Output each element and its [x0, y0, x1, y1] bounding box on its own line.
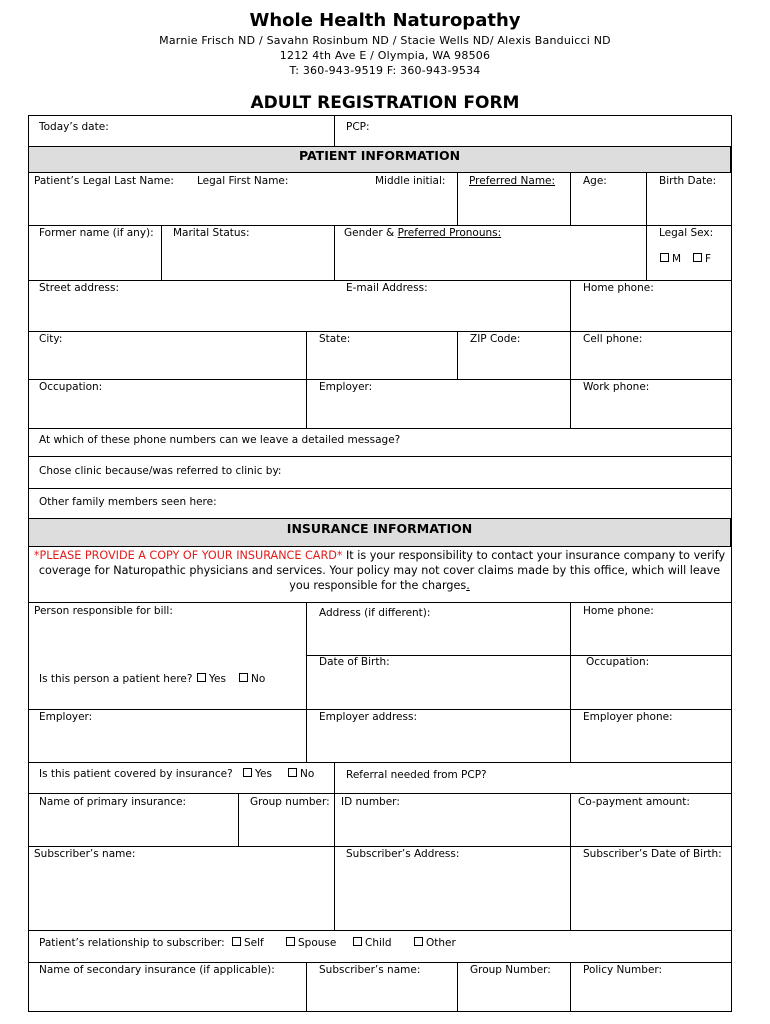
sex-f-checkbox[interactable]: F — [693, 253, 711, 265]
todays-date-label: Today’s date: — [39, 121, 109, 133]
covered-yes-checkbox[interactable]: Yes — [243, 768, 272, 780]
state-label: State: — [319, 333, 351, 345]
age-label: Age: — [583, 175, 607, 187]
last-name-label: Patient’s Legal Last Name: — [34, 175, 174, 187]
bill-employer-label: Employer: — [39, 711, 93, 723]
first-name-label: Legal First Name: — [197, 175, 289, 187]
border-bottom — [28, 1011, 732, 1012]
is-patient-no-checkbox[interactable]: No — [239, 673, 265, 685]
employer-label: Employer: — [319, 381, 373, 393]
referral-needed-label: Referral needed from PCP? — [346, 769, 487, 781]
subscriber-dob-label: Subscriber’s Date of Birth: — [583, 848, 722, 860]
covered-no-checkbox[interactable]: No — [288, 768, 314, 780]
middle-initial-label: Middle initial: — [375, 175, 446, 187]
border-top — [28, 115, 732, 116]
doctors-line: Marnie Frisch ND / Savahn Rosinbum ND / Stacie Wells ND/ Alexis Banduicci ND — [159, 34, 611, 47]
referral-label: Chose clinic because/was referred to clinic by: — [39, 465, 282, 477]
cell-phone-label: Cell phone: — [583, 333, 643, 345]
email-label: E-mail Address: — [346, 282, 428, 294]
pcp-label: PCP: — [346, 121, 370, 133]
form-title: ADULT REGISTRATION FORM — [250, 93, 520, 113]
city-label: City: — [39, 333, 63, 345]
group-number-label: Group number: — [250, 796, 330, 808]
insurance-notice: *PLEASE PROVIDE A COPY OF YOUR INSURANCE CARD* It is your responsibility to contact your insurance company to verify coverage for Naturopathic physicians and services. Your policy may not cover claims made by this office, which will leave you responsible for the charges. — [33, 549, 726, 592]
home-phone-label: Home phone: — [583, 282, 654, 294]
rel-spouse-checkbox[interactable]: Spouse — [286, 937, 336, 949]
covered-question: Is this patient covered by insurance? — [39, 768, 233, 780]
primary-insurance-label: Name of primary insurance: — [39, 796, 187, 808]
street-address-label: Street address: — [39, 282, 120, 294]
subscriber-name-label: Subscriber’s name: — [34, 848, 136, 860]
responsible-label: Person responsible for bill: — [34, 605, 173, 617]
rel-other-checkbox[interactable]: Other — [414, 937, 456, 949]
sec-group-label: Group Number: — [470, 964, 551, 976]
marital-status-label: Marital Status: — [173, 227, 250, 239]
copay-label: Co-payment amount: — [578, 796, 690, 808]
message-phone-question: At which of these phone numbers can we leave a detailed message? — [39, 434, 401, 446]
clinic-name: Whole Health Naturopathy — [249, 10, 521, 31]
insurance-info-header: INSURANCE INFORMATION — [28, 518, 731, 547]
former-name-label: Former name (if any): — [39, 227, 154, 239]
bill-occupation-label: Occupation: — [586, 656, 650, 668]
sex-m-checkbox[interactable]: M — [660, 253, 681, 265]
dob-label: Date of Birth: — [319, 656, 390, 668]
subscriber-address-label: Subscriber’s Address: — [346, 848, 460, 860]
employer-phone-label: Employer phone: — [583, 711, 673, 723]
relationship-label: Patient’s relationship to subscriber: — [39, 937, 225, 949]
work-phone-label: Work phone: — [583, 381, 650, 393]
sec-policy-label: Policy Number: — [583, 964, 663, 976]
rel-self-checkbox[interactable]: Self — [232, 937, 264, 949]
employer-address-label: Employer address: — [319, 711, 417, 723]
zip-label: ZIP Code: — [470, 333, 521, 345]
sec-subscriber-label: Subscriber’s name: — [319, 964, 421, 976]
is-patient-question: Is this person a patient here? — [39, 673, 193, 685]
legal-sex-label: Legal Sex: — [659, 227, 714, 239]
clinic-phones: T: 360-943-9519 F: 360-943-9534 — [289, 64, 481, 77]
secondary-insurance-label: Name of secondary insurance (if applicable): — [39, 964, 275, 976]
patient-info-header: PATIENT INFORMATION — [28, 146, 731, 173]
occupation-label: Occupation: — [39, 381, 103, 393]
is-patient-yes-checkbox[interactable]: Yes — [197, 673, 226, 685]
birth-date-label: Birth Date: — [659, 175, 717, 187]
border-right — [731, 115, 732, 1012]
gender-pronouns-label: Gender & Preferred Pronouns: — [344, 227, 502, 239]
address-different-label: Address (if different): — [319, 607, 431, 619]
family-members-label: Other family members seen here: — [39, 496, 217, 508]
clinic-address: 1212 4th Ave E / Olympia, WA 98506 — [279, 49, 491, 62]
id-number-label: ID number: — [341, 796, 400, 808]
preferred-name-label: Preferred Name: — [469, 175, 556, 187]
bill-home-phone-label: Home phone: — [583, 605, 654, 617]
rel-child-checkbox[interactable]: Child — [353, 937, 392, 949]
